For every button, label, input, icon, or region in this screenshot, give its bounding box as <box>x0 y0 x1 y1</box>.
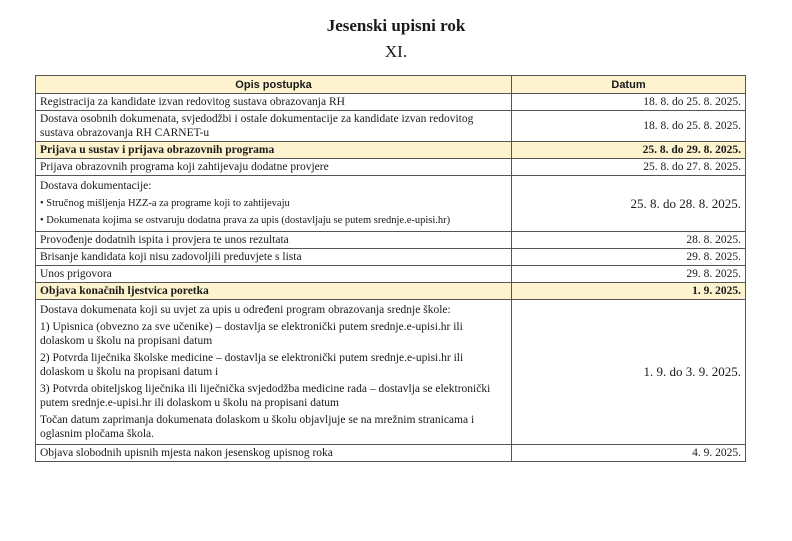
row-description: Brisanje kandidata koji nisu zadovoljili preduvjete s lista <box>36 249 512 266</box>
schedule-table <box>35 75 746 462</box>
row-date: 29. 8. 2025. <box>512 266 746 283</box>
header-date: Datum <box>512 76 746 94</box>
table-row <box>36 94 746 111</box>
desc-line: Točan datum zaprimanja dokumenata dolaskom u školu objavljuje se na mrežnim stranicama i oglasnim pločama škola. <box>40 414 475 440</box>
row-description: Objava slobodnih upisnih mjesta nakon jesenskog upisnog roka <box>36 445 512 462</box>
table-row <box>36 159 746 176</box>
row-date: 25. 8. do 27. 8. 2025. <box>512 159 746 176</box>
table-row <box>36 111 746 142</box>
bullet-item: • Stručnog mišljenja HZZ-a za programe koji to zahtijevaju <box>40 198 290 209</box>
table-row <box>36 300 746 445</box>
row-description <box>36 176 512 232</box>
desc-line: Dostava dokumentacije: <box>40 180 152 192</box>
header-description: Opis postupka <box>36 76 512 94</box>
row-date: 25. 8. do 28. 8. 2025. <box>512 176 746 232</box>
table-row <box>36 176 746 232</box>
row-description: Prijava obrazovnih programa koji zahtijevaju dodatne provjere <box>36 159 512 176</box>
table-header-row <box>36 76 746 94</box>
desc-line: 3) Potvrda obiteljskog liječnika ili liječnička svjedodžba medicine rada – dostavlja se elektronički putem srednje.e-upisi.hr ili dolaskom u školu na propisani datum <box>40 383 491 409</box>
table-row-highlighted <box>36 283 746 300</box>
row-date: 29. 8. 2025. <box>512 249 746 266</box>
page-subtitle: XI. <box>384 42 408 61</box>
desc-line: Dostava dokumenata koji su uvjet za upis u određeni program obrazovanja srednje škole: <box>40 304 451 316</box>
table-row <box>36 445 746 462</box>
table-row <box>36 232 746 249</box>
row-date: 1. 9. do 3. 9. 2025. <box>512 300 746 445</box>
desc-line: 2) Potvrda liječnika školske medicine – dostavlja se elektronički putem srednje.e-upisi.hr ili dolaskom u školu na propisani datum i <box>40 352 464 378</box>
row-description: Objava konačnih ljestvica poretka <box>36 283 512 300</box>
row-description: Dostava osobnih dokumenata, svjedodžbi i ostale dokumentacije za kandidate izvan redovitog sustava obrazovanja RH CARNET-u <box>36 111 512 142</box>
row-date: 28. 8. 2025. <box>512 232 746 249</box>
row-date: 1. 9. 2025. <box>512 283 746 300</box>
row-date: 18. 8. do 25. 8. 2025. <box>512 111 746 142</box>
row-description: Registracija za kandidate izvan redovitog sustava obrazovanja RH <box>36 94 512 111</box>
row-description: Prijava u sustav i prijava obrazovnih programa <box>36 142 512 159</box>
desc-line: 1) Upisnica (obvezno za sve učenike) – dostavlja se elektronički putem srednje.e-upisi.hr ili dolaskom u školu na propisani datum <box>40 321 463 347</box>
row-date: 18. 8. do 25. 8. 2025. <box>512 94 746 111</box>
row-description <box>36 300 512 445</box>
row-description: Provođenje dodatnih ispita i provjera te unos rezultata <box>36 232 512 249</box>
row-date: 25. 8. do 29. 8. 2025. <box>512 142 746 159</box>
bullet-item: • Dokumenata kojima se ostvaruju dodatna prava za upis (dostavljaju se putem srednje.e-upisi.hr) <box>40 215 451 226</box>
row-description: Unos prigovora <box>36 266 512 283</box>
page-title: Jesenski upisni rok <box>326 16 466 35</box>
table-row <box>36 266 746 283</box>
row-date: 4. 9. 2025. <box>512 445 746 462</box>
table-row <box>36 249 746 266</box>
table-row-highlighted <box>36 142 746 159</box>
